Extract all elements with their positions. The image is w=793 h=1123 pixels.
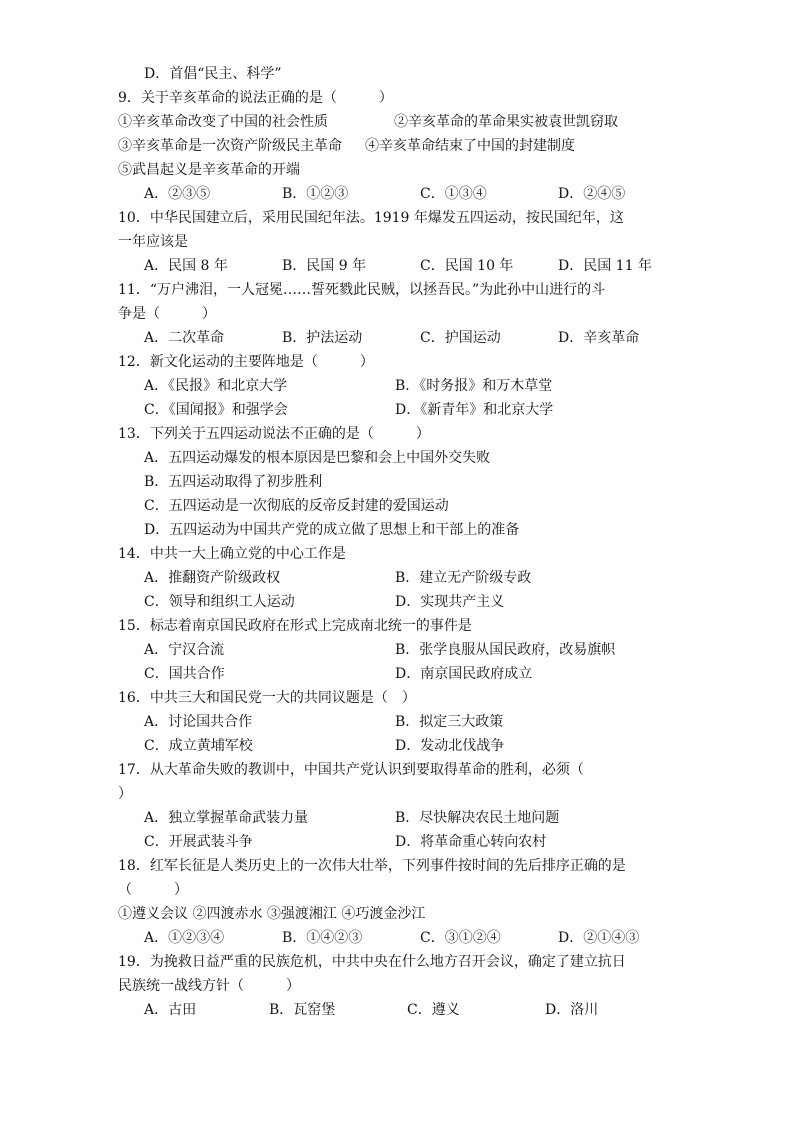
q17-options-row2: [118, 830, 678, 854]
q16-options-row2: [118, 734, 678, 758]
q16-option-a: A．讨论国共合作: [144, 714, 253, 730]
q19-options: [118, 998, 678, 1022]
q17-options-row1: [118, 806, 678, 830]
q11-stem-line1: 11．“万户沸泪，一人冠冕……誓死戮此民贼，以拯吾民。”为此孙中山进行的斗: [118, 282, 606, 298]
q9-option-d: D．②④⑤: [558, 186, 626, 202]
q13-option-d: D．五四运动为中国共产党的成立做了思想上和干部上的准备: [144, 522, 520, 538]
q19-option-a: A．古田: [144, 1002, 197, 1018]
q12-option-a: A．《民报》和北京大学: [144, 378, 288, 394]
q18-events: ①遵义会议 ②四渡赤水 ③强渡湘江 ④巧渡金沙江: [118, 906, 426, 922]
q9-option-c: C．①③④: [420, 186, 487, 202]
q15-options-row1: [118, 638, 678, 662]
q14-option-a: A．推翻资产阶级政权: [144, 570, 281, 586]
q9-stem: 9．关于辛亥革命的说法正确的是（ ）: [118, 90, 393, 106]
q19-option-c: C．遵义: [407, 1002, 460, 1018]
q9-option-b: B．①②③: [282, 186, 349, 202]
q13-option-c: C．五四运动是一次彻底的反帝反封建的爱国运动: [144, 498, 449, 514]
q16-option-b: B．拟定三大政策: [395, 714, 504, 730]
q18-stem-line1: 18．红军长征是人类历史上的一次伟大壮举，下列事件按时间的先后排序正确的是: [118, 858, 626, 874]
q9-statement-4: ④辛亥革命结束了中国的封建制度: [365, 138, 575, 154]
q19-option-b: B．瓦窑堡: [269, 1002, 336, 1018]
q13-option-a: A．五四运动爆发的根本原因是巴黎和会上中国外交失败: [144, 450, 491, 466]
q18-option-d: D．②①④③: [558, 930, 640, 946]
q15-stem: 15．标志着南京国民政府在形式上完成南北统一的事件是: [118, 618, 472, 634]
q18-option-a: A．①②③④: [144, 930, 225, 946]
q11-options: [118, 326, 678, 350]
q11-option-a: A．二次革命: [144, 330, 225, 346]
q16-option-d: D．发动北伐战争: [395, 738, 505, 754]
q18-options: [118, 926, 678, 950]
q10-option-b: B．民国 9 年: [282, 258, 367, 274]
q12-option-b: B．《时务报》和万木草堂: [395, 378, 553, 394]
q14-options-row1: [118, 566, 678, 590]
q17-stem-line1: 17．从大革命失败的教训中，中国共产党认识到要取得革命的胜利，必须（: [118, 762, 584, 778]
q19-stem-line1: 19．为挽救日益严重的民族危机，中共中央在什么地方召开会议，确定了建立抗日: [118, 954, 626, 970]
q19-option-d: D．洛川: [545, 1002, 599, 1018]
q10-option-d: D．民国 11 年: [558, 258, 652, 274]
q14-options-row2: [118, 590, 678, 614]
q12-stem: 12．新文化运动的主要阵地是（ ）: [118, 354, 374, 370]
q9-statement-2: ②辛亥革命的革命果实被袁世凯窃取: [394, 114, 618, 130]
q11-stem-line2: 争是（ ）: [118, 306, 216, 322]
q18-option-c: C．③①②④: [420, 930, 501, 946]
q14-stem: 14．中共一大上确立党的中心工作是: [118, 546, 346, 562]
q9-statement-1: ①辛亥革命改变了中国的社会性质: [118, 114, 328, 130]
q19-stem-line2: 民族统一战线方针（ ）: [118, 978, 300, 994]
q13-option-b: B．五四运动取得了初步胜利: [144, 474, 323, 490]
q9-option-a: A．②③⑤: [144, 186, 211, 202]
q17-stem-line2: ）: [118, 786, 132, 802]
q16-option-c: C．成立黄埔军校: [144, 738, 253, 754]
q12-option-d: D．《新青年》和北京大学: [395, 402, 554, 418]
q11-option-d: D．辛亥革命: [558, 330, 640, 346]
q9-statements-row2: [118, 134, 678, 158]
q12-options-row2: [118, 398, 678, 422]
q14-option-c: C．领导和组织工人运动: [144, 594, 295, 610]
q11-option-b: B．护法运动: [282, 330, 363, 346]
q14-option-d: D．实现共产主义: [395, 594, 505, 610]
q17-option-c: C．开展武装斗争: [144, 834, 253, 850]
q9-statement-5: ⑤武昌起义是辛亥革命的开端: [118, 162, 300, 178]
q15-option-c: C．国共合作: [144, 666, 225, 682]
q18-option-b: B．①④②③: [282, 930, 363, 946]
q10-options: [118, 254, 678, 278]
q9-statements-row1: [118, 110, 678, 134]
q10-stem-line1: 10．中华民国建立后，采用民国纪年法。1919 年爆发五四运动，按民国纪年，这: [118, 210, 624, 226]
q15-option-d: D．南京国民政府成立: [395, 666, 533, 682]
q17-option-b: B．尽快解决农民土地问题: [395, 810, 560, 826]
q11-option-c: C．护国运动: [420, 330, 501, 346]
q12-option-c: C．《国闻报》和强学会: [144, 402, 288, 418]
q8-option-d: D．首倡“民主、科学”: [144, 66, 282, 82]
q14-option-b: B．建立无产阶级专政: [395, 570, 532, 586]
q13-stem: 13．下列关于五四运动说法不正确的是（ ）: [118, 426, 430, 442]
q16-options-row1: [118, 710, 678, 734]
q10-stem-line2: 一年应该是: [118, 234, 188, 250]
q15-option-b: B．张学良服从国民政府，改易旗帜: [395, 642, 616, 658]
q17-option-d: D．将革命重心转向农村: [395, 834, 547, 850]
q17-option-a: A．独立掌握革命武装力量: [144, 810, 309, 826]
q9-options: [118, 182, 678, 206]
q18-stem-line2: （ ）: [118, 882, 188, 898]
exam-page: [118, 62, 678, 1022]
q9-statement-3: ③辛亥革命是一次资产阶级民主革命: [118, 138, 342, 154]
q10-option-c: C．民国 10 年: [420, 258, 514, 274]
q15-options-row2: [118, 662, 678, 686]
q10-option-a: A．民国 8 年: [144, 258, 228, 274]
q15-option-a: A．宁汉合流: [144, 642, 225, 658]
q12-options-row1: [118, 374, 678, 398]
q16-stem: 16．中共三大和国民党一大的共同议题是（ ）: [118, 690, 416, 706]
